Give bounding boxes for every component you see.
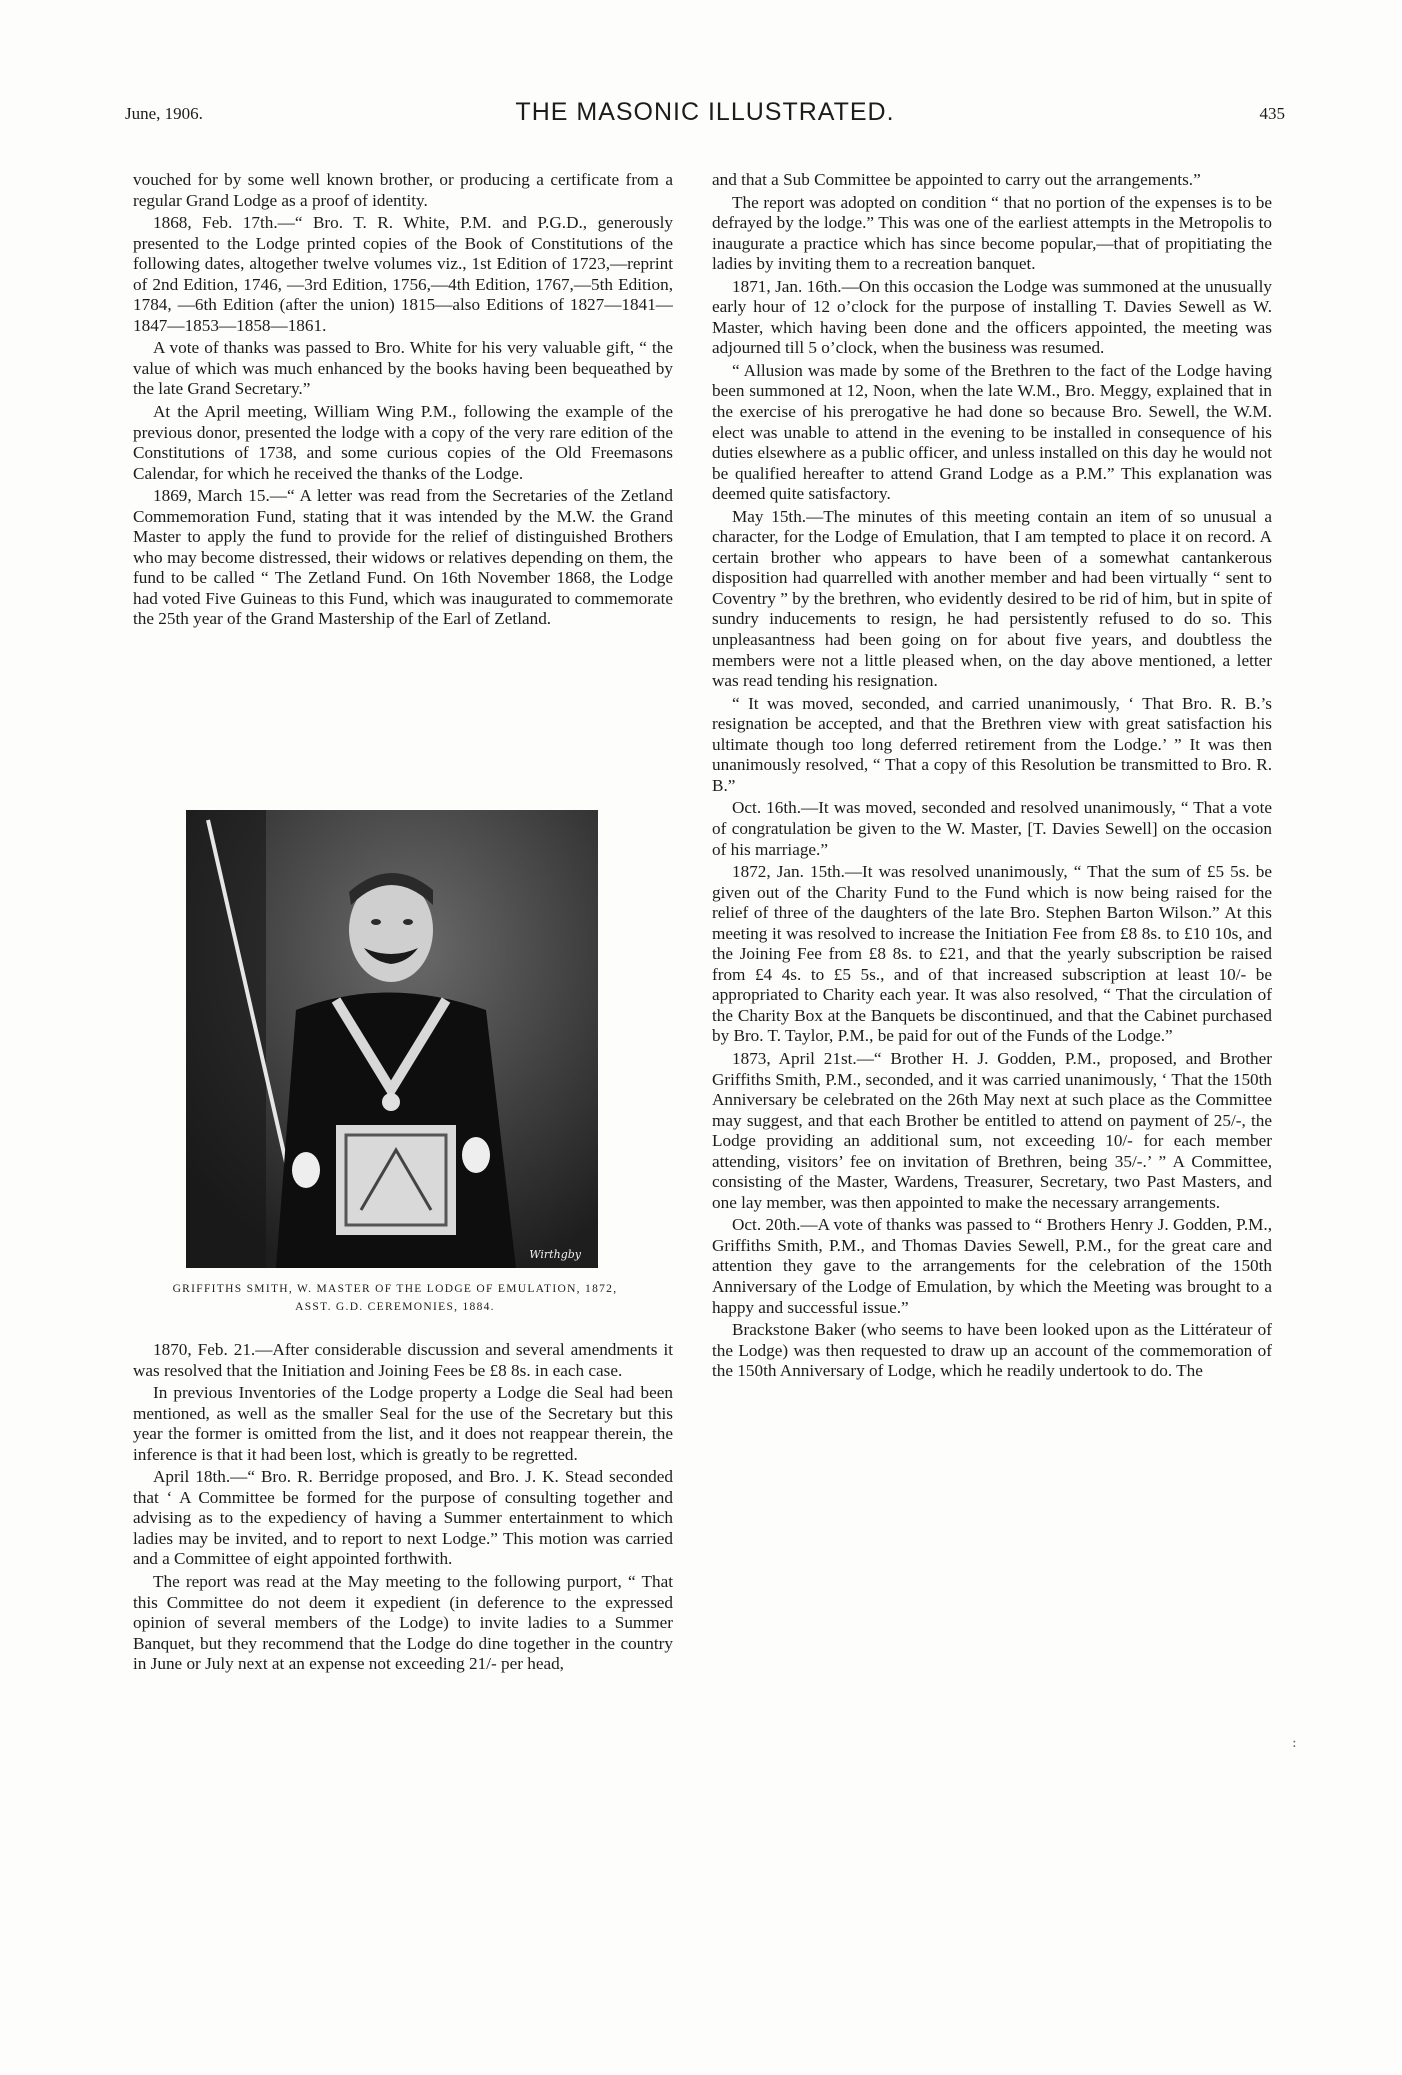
paragraph: and that a Sub Committee be appointed to carry out the arrangements.” <box>712 170 1201 189</box>
right-column <box>712 170 1272 2020</box>
paragraph: Oct. 20th.—A vote of thanks was passed to “ Brothers Henry J. Godden, P.M., Griffiths Smith, P.M., and Thomas Davies Sewell, P.M., for the great care and attention they gave to the arrangements for the celebration of the 150th Anniversary of the Lodge of Emulation, by which the Meeting was brought to a happy and successful issue.” <box>712 1215 1272 1317</box>
portrait-photograph <box>186 810 598 1268</box>
paragraph: 1871, Jan. 16th.—On this occasion the Lodge was summoned at the unusually early hour of 12 o’clock for the purpose of installing T. Davies Sewell as W. Master, which having been done and the officers appointed, the meeting was adjourned till 5 o’clock, when the business was resumed. <box>712 276 1272 358</box>
left-column-top <box>133 170 673 810</box>
paragraph: April 18th.—“ Bro. R. Berridge proposed, and Bro. J. K. Stead seconded that ‘ A Committee be formed for the purpose of consulting together and advising as to the expediency of having a Summer entertainment to which ladies may be invited, and to report to next Lodge.” This motion was carried and a Committee of eight appointed forthwith. <box>133 1467 673 1569</box>
paragraph: Oct. 16th.—It was moved, seconded and resolved unanimously, “ That a vote of congratulation be given to the W. Master, [T. Davies Sewell] on the occasion of his marriage.” <box>712 798 1272 859</box>
paragraph: The report was read at the May meeting to the following purport, “ That this Committee do not deem it expedient (in deference to the expressed opinion of several members of the Lodge) to invite ladies to a Summer Banquet, but they recommend that the Lodge do dine together in the country in June or July next at an expense not exceeding 21/- per head, <box>133 1572 673 1674</box>
caption-line: ASST. G.D. CEREMONIES, 1884. <box>295 1301 495 1313</box>
paragraph: In previous Inventories of the Lodge property a Lodge die Seal had been mentioned, as well as the smaller Seal for the use of the Secretary but this year the former is omitted from the list, and it does not reappear therein, the inference is that it had been lost, which is greatly to be regretted. <box>133 1383 673 1464</box>
caption-line: GRIFFITHS SMITH, W. MASTER OF THE LODGE OF EMULATION, 1872, <box>172 1283 618 1295</box>
paragraph: May 15th.—The minutes of this meeting contain an item of so unusual a character, for the Lodge of Emulation, that I am tempted to place it on record. A certain brother who appears to have been of a somewhat cantankerous disposition had quarrelled with another member and had been virtually “ sent to Coventry ” by the brethren, who evidently desired to be rid of him, but in spite of sundry inducements to resign, he had persistently refused to do so. This unpleasantness had been going on for about five years, and doubtless the members were not a little pleased when, on the day above mentioned, a letter was read tending his resignation. <box>712 506 1272 691</box>
paragraph: Brackstone Baker (who seems to have been looked upon as the Littérateur of the Lodge) was then requested to draw up an account of the commemoration of the 150th Anniversary of Lodge, which he readily undertook to do. The <box>712 1320 1272 1381</box>
paragraph: 1869, March 15.—“ A letter was read from the Secretaries of the Zetland Commemoration Fund, stating that it was intended by the M.W. the Grand Master to apply the fund to provide for the relief of distinguished Brothers who may become distressed, their widows or relatives depending on them, the fund to be called “ The Zetland Fund. On 16th November 1868, the Lodge had voted Five Guineas to this Fund, which was inaugurated to commemorate the 25th year of the Grand Mastership of the Earl of Zetland. <box>133 486 673 629</box>
paragraph: “ Allusion was made by some of the Brethren to the fact of the Lodge having been summoned at 12, Noon, when the late W.M., Bro. Meggy, explained that in the exercise of his prerogative he had done so because Bro. Sewell, the W.M. elect was unable to attend in the evening to be installed in consequence of his duties elsewhere as a public officer, and unless installed on this day he would not be qualified hereafter to attend Grand Lodge as a P.M.” This explanation was deemed quite satisfactory. <box>712 360 1272 504</box>
paragraph: 1870, Feb. 21.—After considerable discussion and several amendments it was resolved that the Initiation and Joining Fees be £8 8s. in each case. <box>133 1340 673 1380</box>
paragraph: “ It was moved, seconded, and carried unanimously, ‘ That Bro. R. B.’s resignation be accepted, and that the Brethren view with great satisfaction his ultimate though too long deferred retirement from the Lodge.’ ” It was then unanimously resolved, “ That a copy of this Resolution be transmitted to Bro. R. B.” <box>712 693 1272 795</box>
margin-mark: : <box>1292 1735 1297 1751</box>
magazine-title: THE MASONIC ILLUSTRATED. <box>515 98 895 126</box>
photographer-signature: Wirthgby <box>529 1248 581 1261</box>
figure-caption <box>150 1280 640 1316</box>
paragraph: vouched for by some well known brother, or producing a certificate from a regular Grand Lodge as a proof of identity. <box>133 170 673 210</box>
paragraph: A vote of thanks was passed to Bro. White for his very valuable gift, “ the value of which was much enhanced by the books having been bequeathed by the late Grand Secretary.” <box>133 338 673 399</box>
paragraph: 1873, April 21st.—“ Brother H. J. Godden, P.M., proposed, and Brother Griffiths Smith, P.M., seconded, and it was carried unanimously, ‘ That the 150th Anniversary be celebrated on the 26th May next at such place as the Committee may suggest, and that each Brother be entitled to attend on payment of 25/-, the Lodge providing an additional sum, not exceeding 10/- for each member attending, visitors’ fee on invitation of Brethren, being 35/-.’ ” A Committee, consisting of the Master, Wardens, Treasurer, Secretary, two Past Masters, and one lay member, was then appointed to make the necessary arrangements. <box>712 1048 1272 1212</box>
paragraph: 1872, Jan. 15th.—It was resolved unanimously, “ That the sum of £5 5s. be given out of the Charity Fund to the Fund which is now being raised for the relief of three of the daughters of the late Bro. Stephen Barton Wilson.” At this meeting it was resolved to increase the Initiation Fee from £8 8s. to £10 10s, and the Joining Fee from £8 8s. to £21, and that the yearly subscription be raised from £4 4s. to £5 5s., and of that increased subscription at least 10/- be appropriated to Charity each year. It was also resolved, “ That the circulation of the Charity Box at the Banquets be discontinued, and that the Cabinet purchased by Bro. T. Taylor, P.M., be paid for out of the Funds of the Lodge.” <box>712 862 1272 1046</box>
issue-date: June, 1906. <box>125 104 203 123</box>
paragraph: 1868, Feb. 17th.—“ Bro. T. R. White, P.M. and P.G.D., generously presented to the Lodge printed copies of the Book of Constitutions of the following dates, altogether twelve volumes viz., 1st Edition of 1723,—reprint of 2nd Edition, 1746, —3rd Edition, 1756,—4th Edition, 1767,—5th Edition, 1784, —6th Edition (after the union) 1815—also Editions of 1827—1841—1847—1853—1858—1861. <box>133 213 673 335</box>
paragraph: The report was adopted on condition “ that no portion of the expenses is to be defrayed by the lodge.” This was one of the earliest attempts in the Metropolis to inaugurate a practice which has since become popular,—that of propitiating the ladies by inviting them to a recreation banquet. <box>712 192 1272 274</box>
paragraph: At the April meeting, William Wing P.M., following the example of the previous donor, presented the lodge with a copy of the very rare edition of the Constitutions of 1738, and some curious copies of the Old Freemasons Calendar, for which he received the thanks of the Lodge. <box>133 402 673 483</box>
page-header <box>125 98 1285 132</box>
left-column-bottom <box>133 1340 673 2020</box>
page-number: 435 <box>1259 104 1285 123</box>
